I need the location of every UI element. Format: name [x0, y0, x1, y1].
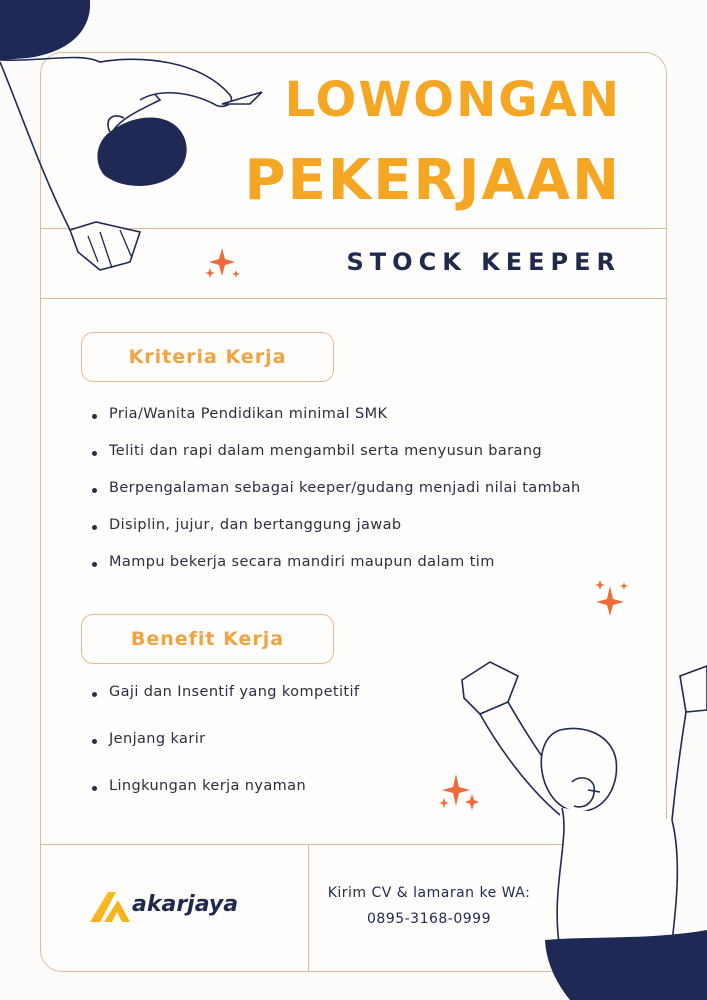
- list-item: Jenjang karir: [92, 731, 359, 778]
- list-item: Teliti dan rapi dalam mengambil serta menyusun barang: [92, 443, 581, 480]
- benefit-heading: Benefit Kerja: [81, 614, 334, 664]
- reading-person-illustration: [0, 0, 290, 290]
- benefit-list: [92, 684, 359, 825]
- logo-mark-icon: [88, 888, 132, 928]
- list-item: Gaji dan Insentif yang kompetitif: [92, 684, 359, 731]
- title-line-2: PEKERJAAN: [244, 148, 621, 213]
- list-item: Disiplin, jujur, dan bertanggung jawab: [92, 517, 581, 554]
- criteria-heading: Kriteria Kerja: [81, 332, 334, 382]
- criteria-list: [92, 406, 581, 591]
- cheering-person-illustration: [450, 640, 707, 1000]
- footer-column-divider: [308, 844, 309, 972]
- job-position: STOCK KEEPER: [346, 248, 621, 276]
- company-logo: [88, 888, 268, 928]
- contact-info: [310, 880, 548, 932]
- list-item: Berpengalaman sebagai keeper/gudang menjadi nilai tambah: [92, 480, 581, 517]
- sparkle-icon: [590, 578, 632, 618]
- list-item: Pria/Wanita Pendidikan minimal SMK: [92, 406, 581, 443]
- header-divider-bottom: [40, 298, 667, 299]
- sparkle-icon: [200, 246, 246, 282]
- whatsapp-number: 0895-3168-0999: [367, 911, 491, 927]
- title-line-1: LOWONGAN: [284, 72, 621, 128]
- contact-label: Kirim CV & lamaran ke WA:: [327, 885, 531, 901]
- logo-text: akarjaya: [132, 892, 239, 917]
- list-item: Lingkungan kerja nyaman: [92, 778, 359, 825]
- list-item: Mampu bekerja secara mandiri maupun dalam tim: [92, 554, 581, 591]
